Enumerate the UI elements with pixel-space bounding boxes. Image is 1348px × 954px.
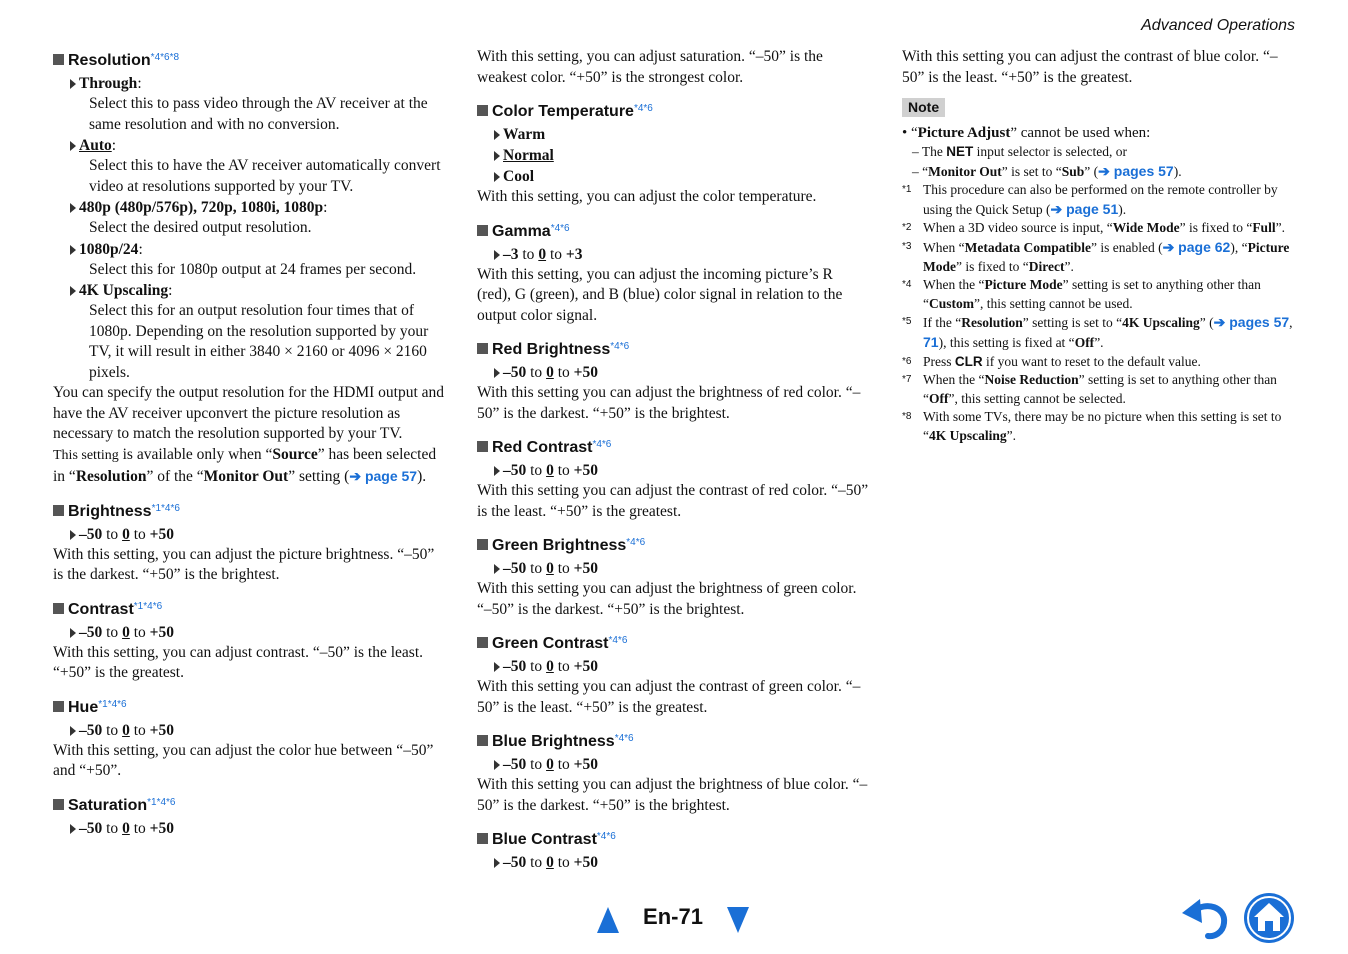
- back-arrow-icon[interactable]: [1180, 895, 1230, 941]
- section-blue-brightness: [477, 728, 869, 816]
- option-range: –50 to 0 to +50: [477, 656, 869, 677]
- option-desc: Select this for an output resolution four times that of 1080p. Depending on the resolution supported by your TV, it will result in either 3840 × 2160 or 4096 × 2160 pixels.: [89, 302, 429, 381]
- option-through: Through:: [53, 73, 448, 94]
- section-desc: With this setting you can adjust the contrast of blue color. “–50” is the least. “+50” is the greatest.: [902, 48, 1278, 86]
- previous-page-arrow-icon[interactable]: [597, 907, 619, 933]
- triangle-bullet-icon: [70, 530, 76, 540]
- option-range: –3 to 0 to +3: [477, 244, 869, 265]
- square-bullet-icon: [477, 225, 488, 236]
- section-saturation: [53, 792, 448, 839]
- option-range: –50 to 0 to +50: [477, 852, 869, 873]
- resolution-paragraph: You can specify the output resolution for the HDMI output and have the AV receiver upconvert the picture resolution as necessary to match the resolution supported by your TV.: [53, 384, 445, 442]
- page-navigation: [594, 898, 754, 938]
- option-range: –50 to 0 to +50: [477, 558, 869, 579]
- square-bullet-icon: [477, 539, 488, 550]
- column-3: [902, 47, 1297, 446]
- section-red-brightness: [477, 336, 869, 424]
- square-bullet-icon: [53, 603, 64, 614]
- notes-block: [902, 123, 1297, 446]
- note-dash-2: – “Monitor Out” is set to “Sub” (➔ pages 57).: [912, 162, 1182, 179]
- square-bullet-icon: [477, 735, 488, 746]
- triangle-bullet-icon: [494, 151, 500, 161]
- resolution-note-paragraph: This setting is available only when “Source” has been selected in “Resolution” of the “Monitor Out” setting (➔ page 57).: [53, 445, 437, 485]
- section-heading: Gamma$^{*4*6}$: [477, 218, 869, 243]
- section-heading: Green Brightness$^{*4*6}$: [477, 532, 869, 557]
- triangle-bullet-icon: [70, 79, 76, 89]
- section-desc: With this setting you can adjust the brightness of green color. “–50” is the darkest. “+50” is the brightest.: [477, 580, 857, 618]
- section-gamma: [477, 218, 869, 327]
- square-bullet-icon: [53, 54, 64, 65]
- note-dash-1: – The NET input selector is selected, or: [912, 144, 1127, 159]
- footnote-5: *5 If the “Resolution” setting is set to “4K Upscaling” (➔ pages 57, 71), this setting is fixed at “Off”.: [902, 314, 1293, 350]
- option-cool: Cool: [477, 166, 869, 187]
- triangle-bullet-icon: [494, 760, 500, 770]
- footnote-8: *8 With some TVs, there may be no picture when this setting is set to “4K Upscaling”.: [902, 409, 1282, 443]
- square-bullet-icon: [477, 637, 488, 648]
- square-bullet-icon: [53, 505, 64, 516]
- option-range: –50 to 0 to +50: [53, 720, 448, 741]
- section-desc: With this setting, you can adjust contrast. “–50” is the least. “+50” is the greatest.: [53, 643, 424, 681]
- triangle-bullet-icon: [494, 368, 500, 378]
- section-desc: With this setting you can adjust the contrast of red color. “–50” is the least. “+50” is the greatest.: [477, 482, 869, 520]
- option-auto: Auto:: [53, 135, 448, 156]
- section-brightness: [53, 498, 448, 586]
- option-range: –50 to 0 to +50: [477, 460, 869, 481]
- page-link[interactable]: ➔ page 62: [1162, 238, 1231, 255]
- section-desc: With this setting, you can adjust the picture brightness. “–50” is the darkest. “+50” is the brightest.: [53, 545, 435, 583]
- triangle-bullet-icon: [494, 662, 500, 672]
- section-contrast: [53, 596, 448, 684]
- page-link[interactable]: ➔ pages 57: [1098, 162, 1174, 179]
- page-link[interactable]: ➔ pages 57: [1213, 314, 1290, 331]
- option-desc: Select the desired output resolution.: [89, 219, 312, 236]
- page-header-title: Advanced Operations: [1141, 17, 1295, 34]
- section-desc: With this setting you can adjust the brightness of red color. “–50” is the darkest. “+50” is the brightest.: [477, 384, 861, 422]
- square-bullet-icon: [53, 799, 64, 810]
- note-label: Note: [902, 98, 945, 117]
- section-resolution: [53, 47, 448, 488]
- next-page-arrow-icon[interactable]: [727, 907, 749, 933]
- triangle-bullet-icon: [70, 141, 76, 151]
- triangle-bullet-icon: [70, 203, 76, 213]
- section-heading: Color Temperature$^{*4*6}$: [477, 98, 869, 123]
- column-1: [53, 47, 448, 839]
- option-desc: Select this to pass video through the AV receiver at the same resolution and with no conversion.: [89, 95, 428, 133]
- triangle-bullet-icon: [70, 286, 76, 296]
- option-warm: Warm: [477, 124, 869, 145]
- option-480p: 480p (480p/576p), 720p, 1080i, 1080p:: [53, 197, 448, 218]
- triangle-bullet-icon: [494, 250, 500, 260]
- option-range: –50 to 0 to +50: [477, 362, 869, 383]
- square-bullet-icon: [477, 833, 488, 844]
- option-range: –50 to 0 to +50: [477, 754, 869, 775]
- section-heading: Blue Contrast$^{*4*6}$: [477, 826, 869, 851]
- triangle-bullet-icon: [494, 172, 500, 182]
- triangle-bullet-icon: [494, 466, 500, 476]
- option-4k-upscaling: 4K Upscaling:: [53, 280, 448, 301]
- footnote-6: *6 Press CLR if you want to reset to the default value.: [902, 353, 1201, 369]
- section-heading: Brightness$^{*1*4*6}$: [53, 498, 448, 523]
- square-bullet-icon: [477, 441, 488, 452]
- footnote-3: *3 When “Metadata Compatible” is enabled (➔ page 62), “Picture Mode” is fixed to “Direct”.: [902, 238, 1290, 274]
- section-desc: With this setting, you can adjust the color temperature.: [477, 188, 817, 205]
- triangle-bullet-icon: [70, 245, 76, 255]
- page-link[interactable]: ➔ page 57: [349, 468, 418, 484]
- section-red-contrast: [477, 434, 869, 522]
- section-color-temperature: [477, 98, 869, 208]
- section-heading: Red Contrast$^{*4*6}$: [477, 434, 869, 459]
- option-desc: Select this for 1080p output at 24 frames per second.: [89, 260, 417, 278]
- page-number: En-71: [643, 904, 703, 929]
- home-icon[interactable]: [1242, 891, 1296, 945]
- footnote-7: *7 When the “Noise Reduction” setting is set to anything other than “Off”, this setting cannot be selected.: [902, 372, 1277, 406]
- section-heading: Contrast$^{*1*4*6}$: [53, 596, 448, 621]
- square-bullet-icon: [477, 105, 488, 116]
- section-heading: Blue Brightness$^{*4*6}$: [477, 728, 869, 753]
- page-link[interactable]: ➔ page 51: [1050, 200, 1119, 217]
- footnote-1: *1 This procedure can also be performed on the remote controller by using the Quick Setup (➔ page 51).: [902, 182, 1278, 217]
- note-bullet: • “Picture Adjust” cannot be used when:: [902, 125, 1151, 141]
- section-green-brightness: [477, 532, 869, 620]
- square-bullet-icon: [477, 343, 488, 354]
- triangle-bullet-icon: [70, 726, 76, 736]
- option-range: –50 to 0 to +50: [53, 524, 448, 545]
- triangle-bullet-icon: [494, 130, 500, 140]
- option-normal: Normal: [477, 145, 869, 166]
- triangle-bullet-icon: [494, 858, 500, 868]
- column-2: [477, 47, 869, 873]
- section-heading: Red Brightness$^{*4*6}$: [477, 336, 869, 361]
- section-heading: Saturation$^{*1*4*6}$: [53, 792, 448, 817]
- option-range: –50 to 0 to +50: [53, 818, 448, 839]
- footnote-4: *4 When the “Picture Mode” setting is set to anything other than “Custom”, this setting cannot be used.: [902, 277, 1261, 311]
- section-blue-contrast: [477, 826, 869, 873]
- footnote-2: *2 When a 3D video source is input, “Wide Mode” is fixed to “Full”.: [902, 220, 1285, 236]
- triangle-bullet-icon: [70, 628, 76, 638]
- page-link[interactable]: 71: [923, 333, 939, 350]
- triangle-bullet-icon: [70, 824, 76, 834]
- square-bullet-icon: [53, 701, 64, 712]
- option-1080p24: 1080p/24:: [53, 239, 448, 260]
- section-desc: With this setting you can adjust the contrast of green color. “–50” is the least. “+50” is the greatest.: [477, 678, 861, 716]
- section-desc: With this setting you can adjust the brightness of blue color. “–50” is the darkest. “+50” is the brightest.: [477, 776, 868, 814]
- section-desc: With this setting, you can adjust the color hue between “–50” and “+50”.: [53, 741, 434, 779]
- section-green-contrast: [477, 630, 869, 718]
- section-saturation-desc: [477, 47, 869, 88]
- section-heading: Hue$^{*1*4*6}$: [53, 694, 448, 719]
- section-hue: [53, 694, 448, 782]
- triangle-bullet-icon: [494, 564, 500, 574]
- option-desc: Select this to have the AV receiver automatically convert video at resolutions supported by your TV.: [89, 157, 441, 195]
- section-heading: Green Contrast$^{*4*6}$: [477, 630, 869, 655]
- section-desc: With this setting, you can adjust the incoming picture’s R (red), G (green), and B (blue) color signal in relation to the output color signal.: [477, 265, 843, 324]
- section-heading: Resolution$^{*4*6*8}$: [53, 47, 448, 72]
- option-range: –50 to 0 to +50: [53, 622, 448, 643]
- section-desc: With this setting, you can adjust saturation. “–50” is the weakest color. “+50” is the strongest color.: [477, 48, 823, 86]
